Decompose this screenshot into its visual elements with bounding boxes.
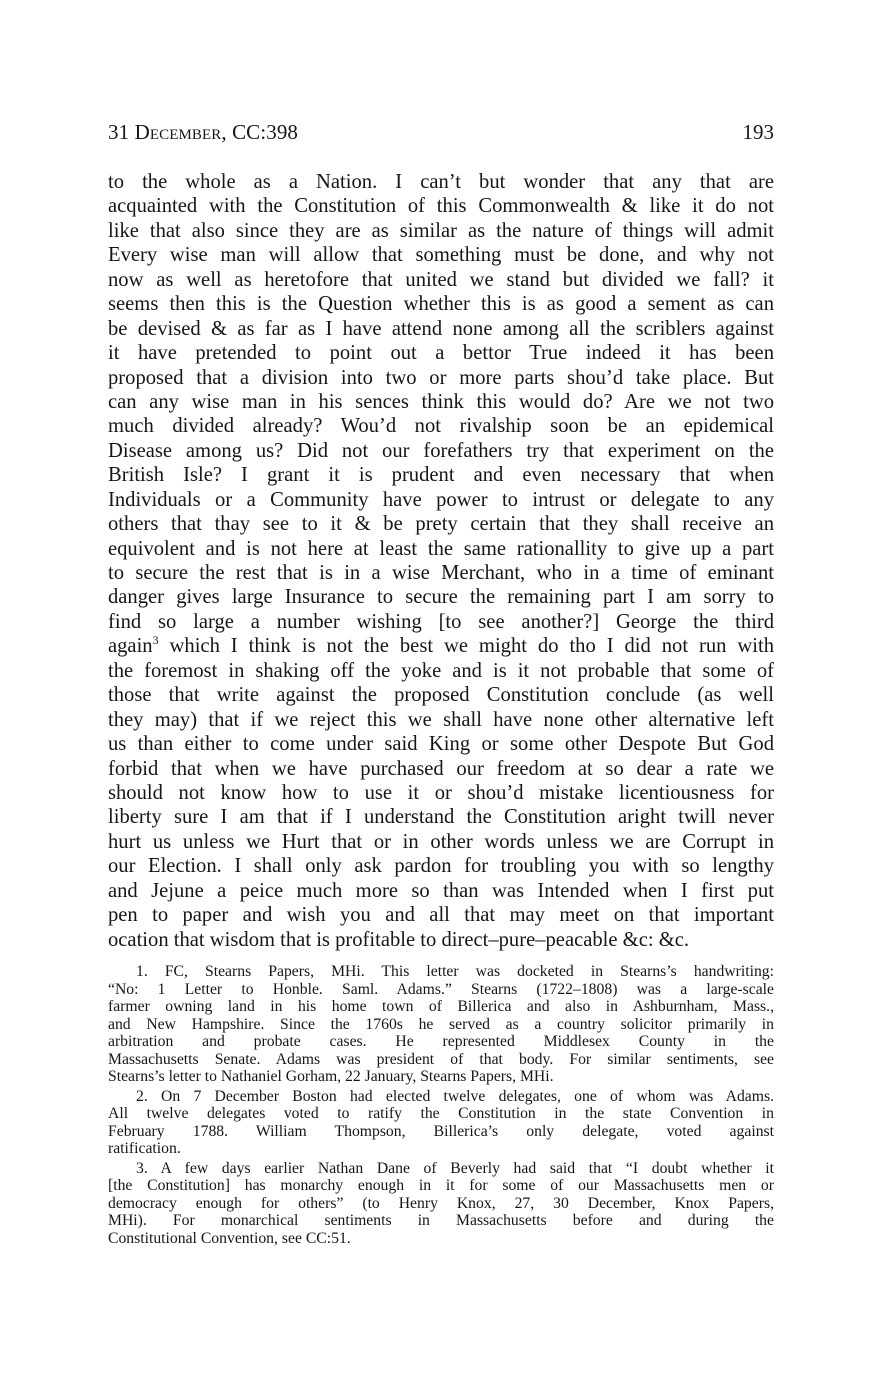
footnote-line: 3. A few days earlier Nathan Dane of Beverly had said that “I doubt whether it: [136, 1159, 774, 1177]
footnote-line: Stearns’s letter to Nathaniel Gorham, 22 January, Stearns Papers, MHi.: [108, 1068, 554, 1085]
running-head-reference: , CC:398: [221, 120, 299, 144]
letter-line: danger gives large Insurance to secure the remaining part I am sorry to: [108, 586, 774, 609]
footnote-line: February 1788. William Thompson, Billerica’s only delegate, voted against: [108, 1122, 774, 1140]
footnote-2: [108, 1088, 774, 1158]
footnote-line: farmer owning land in his home town of Billerica and also in Ashburnham, Mass.,: [108, 998, 774, 1015]
footnote-line: democracy enough for others” (to Henry Knox, 27, 30 December, Knox Papers,: [108, 1194, 774, 1212]
letter-line-again-suffix: which I think is not the best we might do tho I did not run with: [158, 635, 774, 658]
letter-line: hurt us unless we Hurt that or in other words unless we are Corrupt in: [108, 830, 774, 853]
letter-line: they may) that if we reject this we shall have none other alternative left: [108, 708, 774, 731]
letter-line: pen to paper and wish you and all that may meet on that important: [108, 904, 774, 927]
document-page: [108, 118, 774, 1249]
letter-line: Every wise man will allow that something must be done, and why not: [108, 244, 774, 267]
footnote-1: [108, 963, 774, 1086]
letter-line: those that write against the proposed Constitution conclude (as well: [108, 684, 774, 707]
footnote-line: MHi). For monarchical sentiments in Massachusetts before and during the: [108, 1212, 774, 1229]
letter-line: find so large a number wishing [to see another?] George the third: [108, 610, 774, 633]
footnote-line: “No: 1 Letter to Honble. Saml. Adams.” Stearns (1722–1808) was a large-scale: [108, 980, 774, 998]
letter-line: to the whole as a Nation. I can’t but wonder that any that are: [108, 171, 774, 193]
letter-line: be devised & as far as I have attend none among all the scriblers against: [108, 317, 774, 340]
footnote-line: Constitutional Convention, see CC:51.: [108, 1229, 351, 1247]
letter-line: acquainted with the Constitution of this Commonwealth & like it do not: [108, 195, 774, 218]
footnote-line: Massachusetts Senate. Adams was president of that body. For similar sentiments, see: [108, 1050, 774, 1068]
footnote-line: ratification.: [108, 1140, 181, 1157]
letter-line-again-prefix: again: [108, 635, 153, 658]
footnote-line: 2. On 7 December Boston had elected twelve delegates, one of whom was Adams.: [136, 1087, 774, 1105]
running-head: [108, 118, 774, 146]
letter-line: British Isle? I grant it is prudent and even necessary that when: [108, 464, 774, 487]
footnote-reference-3[interactable]: 3: [152, 633, 159, 648]
letter-line: us than either to come under said King or some other Despote But God: [108, 733, 774, 756]
running-head-month: December: [134, 120, 222, 144]
letter-line: others that thay see to it & be prety certain that they shall receive an: [108, 513, 774, 536]
letter-line: like that also since they are as similar as the nature of things will admit: [108, 219, 774, 242]
footnote-line: [the Constitution] has monarchy enough in it for some of our Massachusetts men or: [108, 1177, 774, 1194]
page-number: 193: [742, 120, 774, 144]
letter-line: to secure the rest that is in a wise Merchant, who in a time of eminant: [108, 562, 774, 584]
letter-body: [108, 170, 774, 952]
footnote-line: arbitration and probate cases. He represented Middlesex County in the: [108, 1033, 774, 1050]
letter-line: Disease among us? Did not our forefathers try that experiment on the: [108, 439, 774, 462]
footnote-3: [108, 1160, 774, 1248]
footnote-line: 1. FC, Stearns Papers, MHi. This letter was docketed in Stearns’s handwriting:: [136, 963, 774, 980]
footnote-line: and New Hampshire. Since the 1760s he served as a country solicitor primarily in: [108, 1015, 774, 1033]
letter-line: and Jejune a peice much more so than was Intended when I first put: [108, 879, 774, 902]
letter-line: seems then this is the Question whether this is as good a sement as can: [108, 293, 774, 316]
letter-line: equivolent and is not here at least the same rationallity to give up a part: [108, 537, 774, 560]
letter-line: the foremost in shaking off the yoke and is it not probable that some of: [108, 659, 774, 682]
running-head-title: [108, 118, 298, 146]
letter-line: now as well as heretofore that united we stand but divided we fall? it: [108, 268, 774, 291]
letter-line: liberty sure I am that if I understand the Constitution aright twill never: [108, 806, 774, 829]
letter-line-with-footnote: [108, 634, 774, 658]
running-head-day: 31: [108, 120, 130, 144]
footnote-line: All twelve delegates voted to ratify the Constitution in the state Convention in: [108, 1105, 774, 1122]
letter-line: Individuals or a Community have power to intrust or delegate to any: [108, 488, 774, 511]
letter-line: should not know how to use it or shou’d mistake licentiousness for: [108, 781, 774, 804]
letter-line: ocation that wisdom that is profitable to direct–pure–peacable &c: &c.: [108, 928, 690, 951]
letter-line: can any wise man in his sences think this would do? Are we not two: [108, 390, 774, 413]
letter-line: proposed that a division into two or more parts shou’d take place. But: [108, 366, 774, 389]
letter-line: forbid that when we have purchased our freedom at so dear a rate we: [108, 757, 774, 780]
footnotes: [108, 963, 774, 1247]
letter-line: it have pretended to point out a bettor True indeed it has been: [108, 342, 774, 365]
letter-line: our Election. I shall only ask pardon for troubling you with so lengthy: [108, 855, 774, 878]
letter-line: much divided already? Wou’d not rivalship soon be an epidemical: [108, 415, 774, 438]
